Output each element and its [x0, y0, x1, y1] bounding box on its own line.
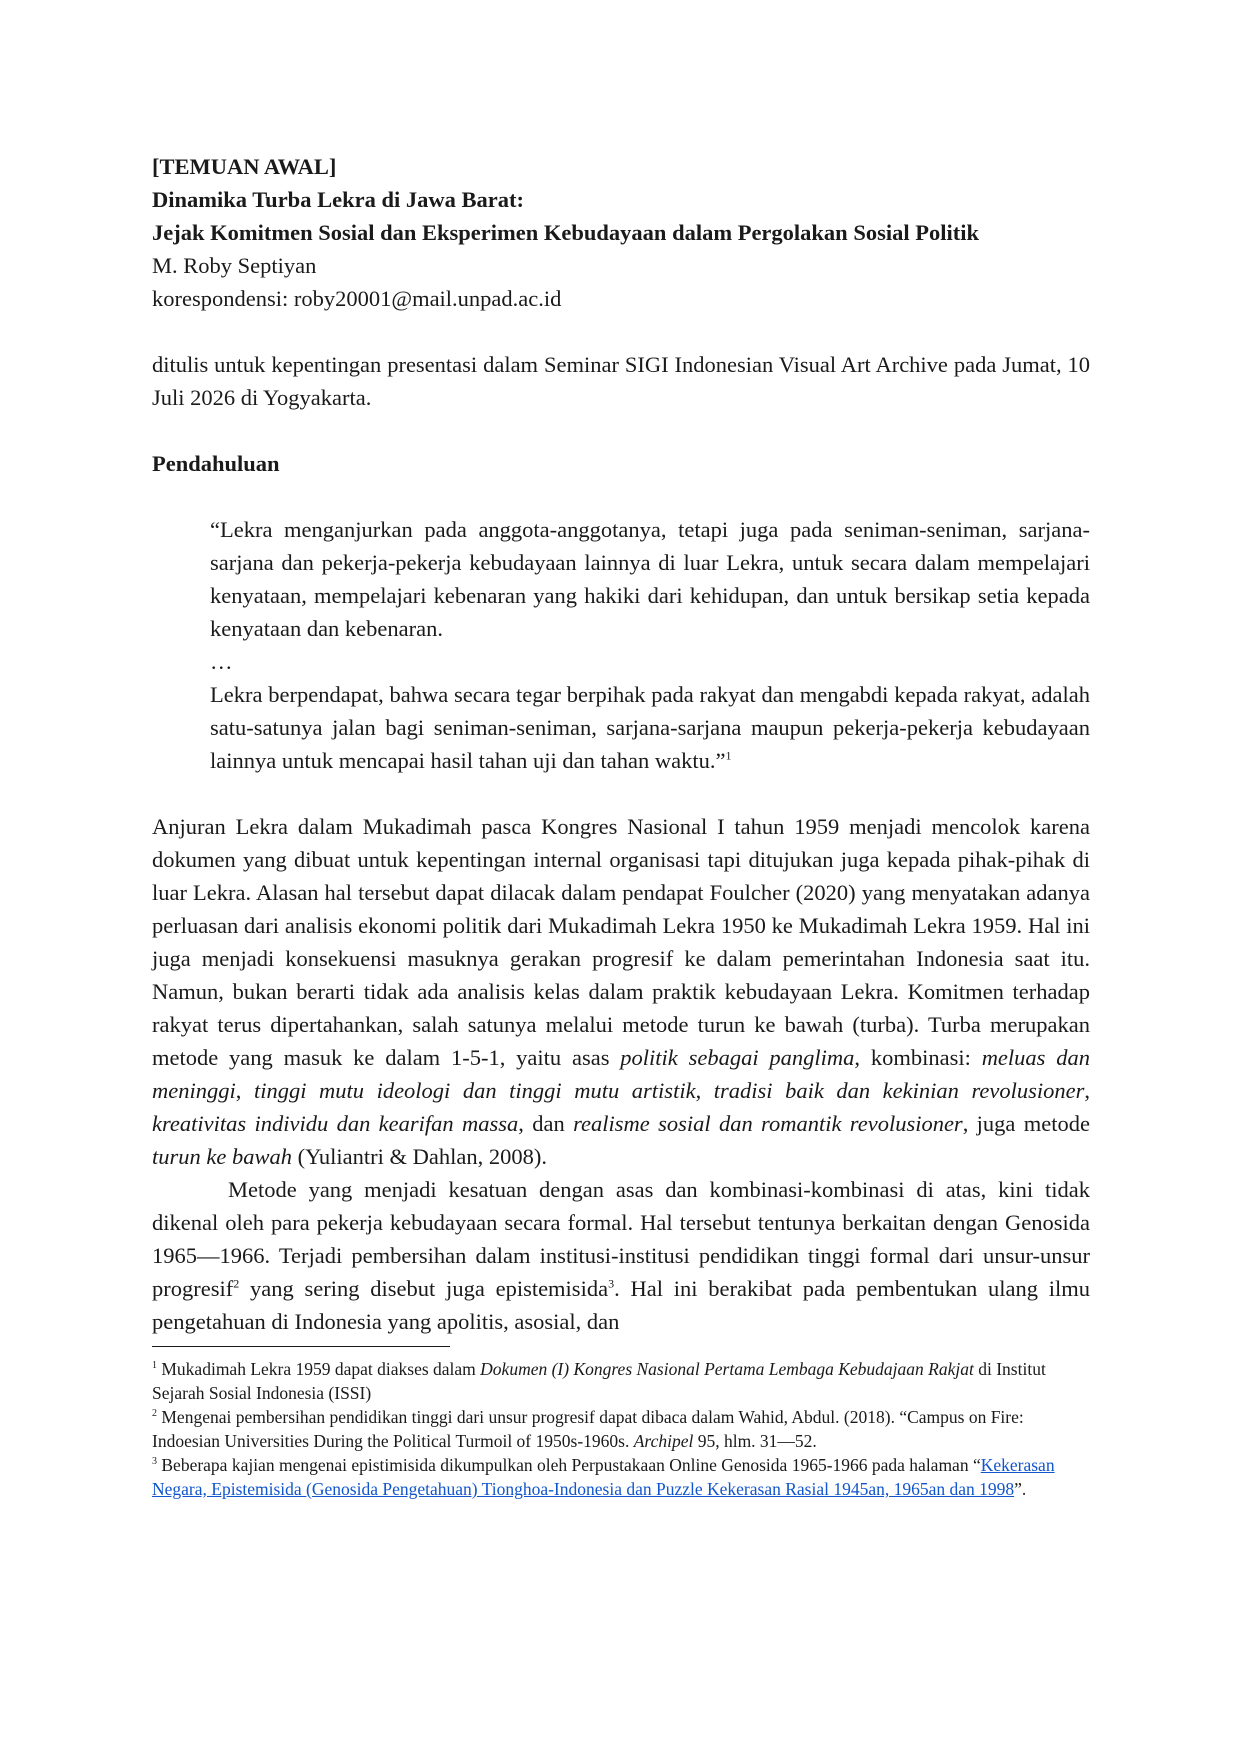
text-run: ,: [1084, 1078, 1090, 1103]
author-name: M. Roby Septiyan: [152, 253, 317, 278]
footnotes: [152, 1357, 1090, 1501]
text-run: ,: [235, 1078, 254, 1103]
spacer: [152, 480, 1090, 513]
italic-term: tinggi mutu ideologi dan tinggi mutu artistik: [253, 1078, 696, 1103]
text-run: Mukadimah Lekra 1959 dapat diakses dalam: [157, 1359, 481, 1379]
text-run: Beberapa kajian mengenai epistimisida dikumpulkan oleh Perpustakaan Online Genosida 1965-1966 pada halaman “: [157, 1455, 981, 1475]
document-header: [152, 150, 1090, 315]
footnote-2: [152, 1405, 1090, 1453]
quote-ellipsis: …: [210, 649, 233, 674]
italic-term: kreativitas individu dan kearifan massa: [152, 1111, 519, 1136]
quote-paragraph-2: [210, 678, 1090, 777]
text-run: Anjuran Lekra dalam Mukadimah pasca Kongres Nasional I tahun 1959 menjadi mencolok karena dokumen yang dibuat untuk kepentingan internal organisasi tapi ditujukan juga kepada pihak-pihak di luar Lekra. Alasan hal tersebut dapat dilacak dalam pendapat Foulcher (2020) yang menyatakan adanya perluasan dari analisis ekonomi politik dari Mukadimah Lekra 1950 ke Mukadimah Lekra 1959. Hal ini juga menjadi konsekuensi masuknya gerakan progresif ke dalam pemerintahan Indonesia saat itu. Namun, bukan berarti tidak ada analisis kelas dalam praktik kebudayaan Lekra. Komitmen terhadap rakyat terus dipertahankan, salah satunya melalui metode turun ke bawah (turba). Turba merupakan metode yang masuk ke dalam 1-5-1, yaitu asas: [152, 814, 1090, 1070]
footnote-3-link[interactable]: Kekerasan Negara, Epistemisida (Genosida Pengetahuan) Tionghoa-Indonesia dan Puzzle Kekerasan Rasial 1945an, 1965an dan 1998: [152, 1455, 1055, 1499]
block-quote: [210, 513, 1090, 777]
footnote-number: 3: [152, 1456, 157, 1468]
text-run: , kombinasi:: [854, 1045, 982, 1070]
quote-paragraph-1: “Lekra menganjurkan pada anggota-anggotanya, tetapi juga pada seniman-seniman, sarjana-sarjana dan pekerja-pekerja kebudayaan lainnya di luar Lekra, untuk secara dalam mempelajari kenyataan, mempelajari kebenaran yang hakiki dari kehidupan, dan untuk bersikap setia kepada kenyataan dan kebenaran.: [210, 517, 1090, 641]
text-run: Metode yang menjadi kesatuan dengan asas dan kombinasi-kombinasi di atas, kini tidak dikenal oleh para pekerja kebudayaan secara formal. Hal tersebut tentunya berkaitan dengan Genosida 1965—1966. Terjadi pembersihan dalam institusi-institusi pendidikan tinggi formal dari unsur-unsur progresif: [152, 1177, 1090, 1301]
text-run: di Institut Sejarah Sosial Indonesia (ISSI): [152, 1359, 1046, 1403]
italic-term: politik sebagai panglima: [620, 1045, 855, 1070]
section-title-pendahuluan: Pendahuluan: [152, 451, 280, 476]
footnote-separator: [152, 1346, 450, 1347]
footnote-number: 1: [152, 1360, 157, 1372]
text-run: ”.: [1014, 1479, 1027, 1499]
spacer: [152, 777, 1090, 810]
text-run: yang sering disebut juga epistemisida: [239, 1276, 609, 1301]
italic-term: meluas dan meninggi: [152, 1045, 1090, 1103]
italic-term: tradisi baik dan kekinian revolusioner: [713, 1078, 1085, 1103]
text-run: 95, hlm. 31—52.: [693, 1431, 817, 1451]
footnote-ref-3[interactable]: 3: [608, 1276, 615, 1291]
spacer: [152, 315, 1090, 348]
text-run: (Yuliantri & Dahlan, 2008).: [292, 1144, 547, 1169]
text-run: ,: [695, 1078, 714, 1103]
text-run: Mengenai pembersihan pendidikan tinggi dari unsur progresif dapat dibaca dalam Wahid, Abdul. (2018). “Campus on Fire: Indoesian Universities During the Political Turmoil of 1950s-1960s.: [152, 1407, 1024, 1451]
body-paragraph-1: [152, 810, 1090, 1173]
text-run: , juga metode: [962, 1111, 1090, 1136]
title-line-1: Dinamika Turba Lekra di Jawa Barat:: [152, 187, 524, 212]
report-tag: [TEMUAN AWAL]: [152, 154, 337, 179]
quote-paragraph-2-text: Lekra berpendapat, bahwa secara tegar berpihak pada rakyat dan mengabdi kepada rakyat, adalah satu-satunya jalan bagi seniman-seniman, sarjana-sarjana maupun pekerja-pekerja kebudayaan lainnya untuk mencapai hasil tahan uji dan tahan waktu.”: [210, 682, 1090, 773]
footnote-3: [152, 1453, 1090, 1501]
italic-term: Archipel: [633, 1431, 694, 1451]
correspondence-email: korespondensi: roby20001@mail.unpad.ac.id: [152, 286, 562, 311]
text-run: , dan: [518, 1111, 574, 1136]
footnote-number: 2: [152, 1408, 157, 1420]
title-line-2: Jejak Komitmen Sosial dan Eksperimen Kebudayaan dalam Pergolakan Sosial Politik: [152, 220, 979, 245]
body-paragraph-2: [152, 1173, 1090, 1338]
footnote-ref-2[interactable]: 2: [233, 1276, 240, 1291]
presentation-note: ditulis untuk kepentingan presentasi dalam Seminar SIGI Indonesian Visual Art Archive pada Jumat, 10 Juli 2026 di Yogyakarta.: [152, 352, 1090, 410]
italic-term: Dokumen (I) Kongres Nasional Pertama Lembaga Kebudajaan Rakjat: [480, 1359, 974, 1379]
text-run: . Hal ini berakibat pada pembentukan ulang ilmu pengetahuan di Indonesia yang apolitis, asosial, dan: [152, 1276, 1090, 1334]
italic-term: turun ke bawah: [152, 1144, 292, 1169]
italic-term: realisme sosial dan romantik revolusioner: [573, 1111, 963, 1136]
footnote-ref-1[interactable]: 1: [725, 748, 732, 763]
footnote-1: [152, 1357, 1090, 1405]
spacer: [152, 414, 1090, 447]
